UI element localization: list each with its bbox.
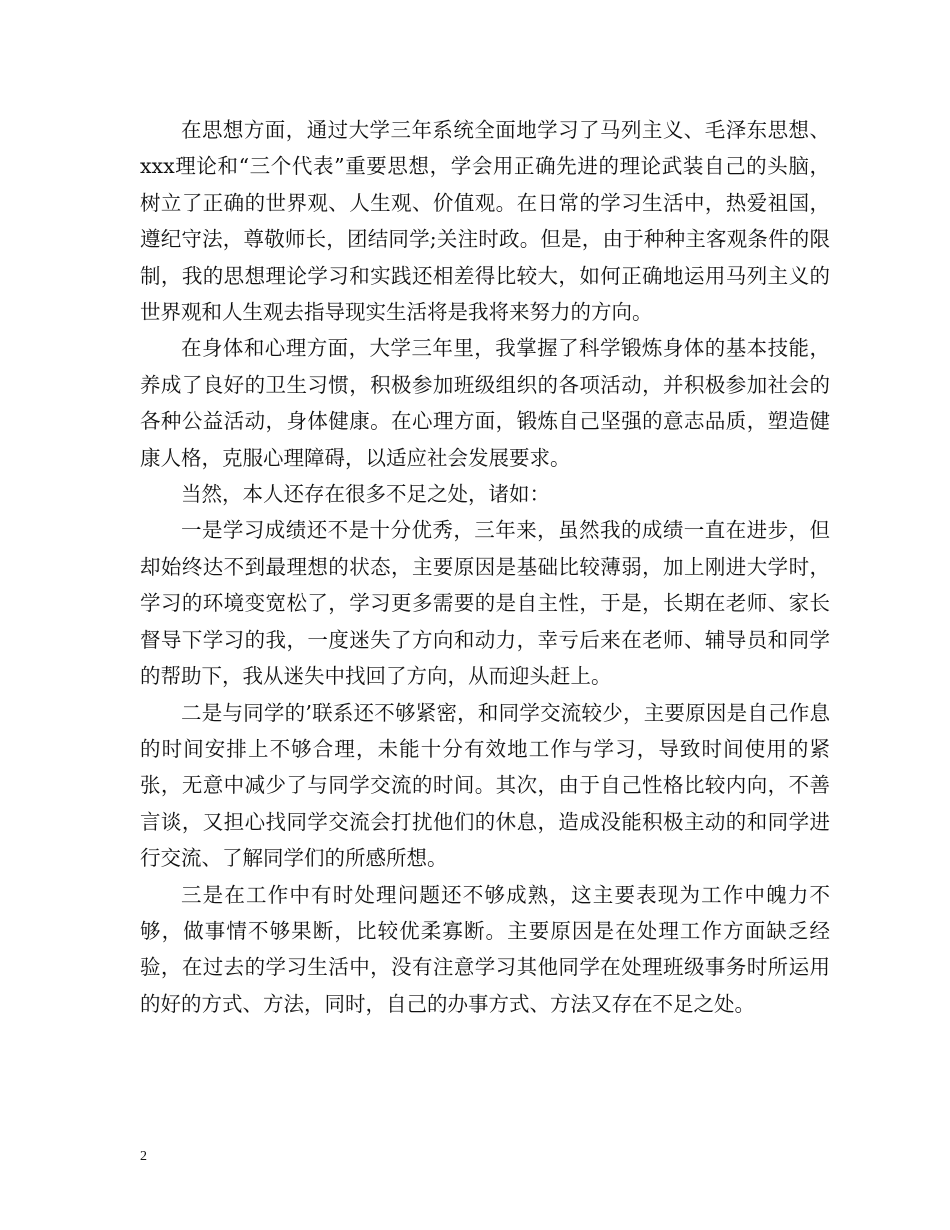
- paragraph-shortcoming-study: 一是学习成绩还不是十分优秀，三年来，虽然我的成绩一直在进步，但却始终达不到最理想的状态，主要原因是基础比较薄弱，加上刚进大学时，学习的环境变宽松了，学习更多需要的是自主性，于是，长期在老师、家长督导下学习的我，一度迷失了方向和动力，幸亏后来在老师、辅导员和同学的帮助下，我从迷失中找回了方向，从而迎头赶上。: [140, 518, 830, 689]
- page-number: 2: [140, 1149, 147, 1164]
- paragraph-shortcoming-communication: 二是与同学的’联系还不够紧密，和同学交流较少，主要原因是自己作息的时间安排上不够合理，未能十分有效地工作与学习，导致时间使用的紧张，无意中减少了与同学交流的时间。其次，由于自己性格比较内向，不善言谈，又担心找同学交流会打扰他们的休息，造成没能积极主动的和同学进行交流、了解同学们的所感所想。: [140, 700, 830, 871]
- document-body: [140, 112, 830, 1022]
- paragraph-shortcoming-work: 三是在工作中有时处理问题还不够成熟，这主要表现为工作中魄力不够，做事情不够果断，比较优柔寡断。主要原因是在处理工作方面缺乏经验，在过去的学习生活中，没有注意学习其他同学在处理班级事务时所运用的好的方式、方法，同时，自己的办事方式、方法又存在不足之处。: [140, 882, 830, 1016]
- paragraph-body-and-mind: 在身体和心理方面，大学三年里，我掌握了科学锻炼身体的基本技能，养成了良好的卫生习惯，积极参加班级组织的各项活动，并积极参加社会的各种公益活动，身体健康。在心理方面，锻炼自己坚强的意志品质，塑造健康人格，克服心理障碍，以适应社会发展要求。: [140, 336, 830, 470]
- paragraph-ideology: 在思想方面，通过大学三年系统全面地学习了马列主义、毛泽东思想、xxx理论和“三个代表”重要思想，学会用正确先进的理论武装自己的头脑，树立了正确的世界观、人生观、价值观。在日常的学习生活中，热爱祖国，遵纪守法，尊敬师长，团结同学;关注时政。但是，由于种种主客观条件的限制，我的思想理论学习和实践还相差得比较大，如何正确地运用马列主义的世界观和人生观去指导现实生活将是我将来努力的方向。: [140, 118, 830, 325]
- paragraph-shortcomings-intro: 当然，本人还存在很多不足之处，诸如：: [181, 482, 550, 507]
